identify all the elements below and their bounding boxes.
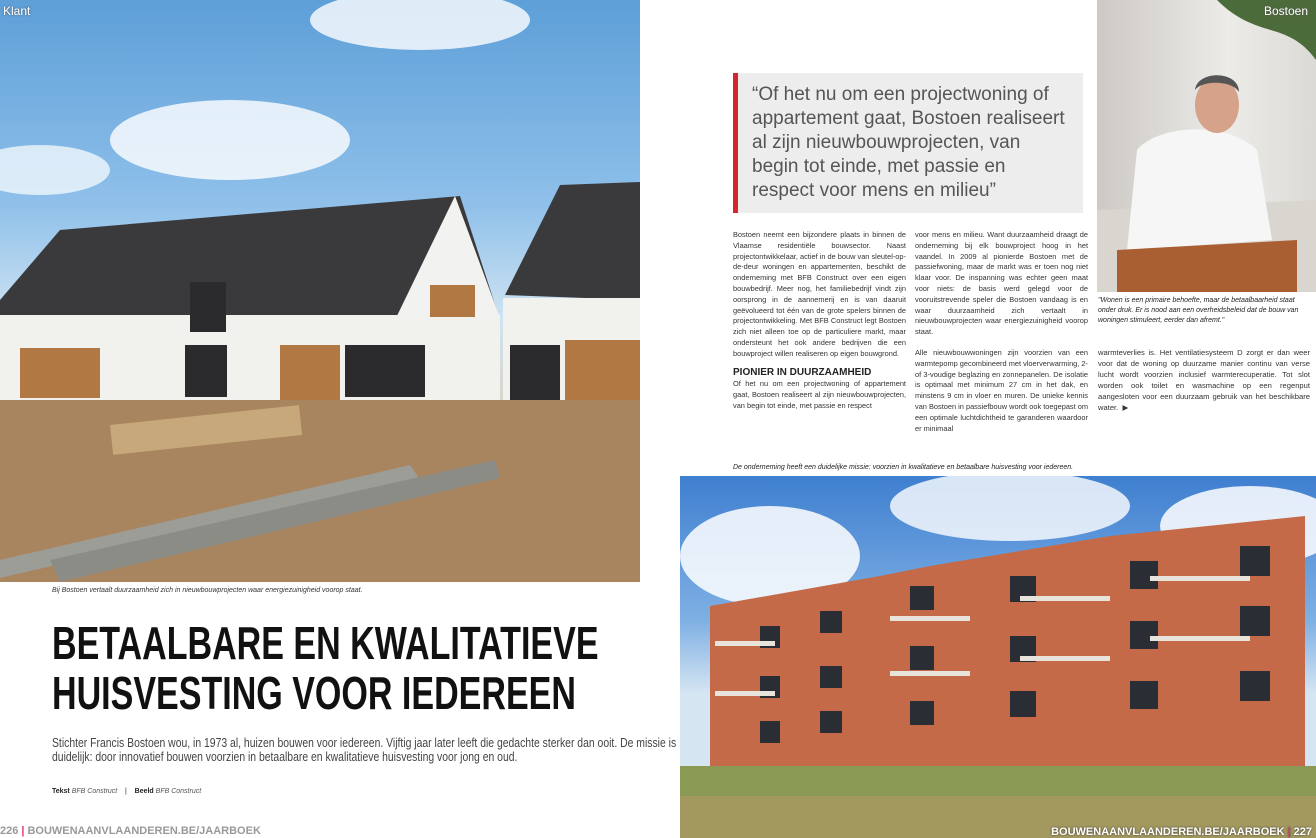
portrait-caption: "Wonen is een primaire behoefte, maar de betaalbaarheid staat onder druk. Er is nood aan een overheidsbeleid dat de bouw van woningen stimuleert, eerder dan afremt." [1098,297,1299,324]
credit-separator: | [125,788,127,795]
paragraph: Bostoen neemt een bijzondere plaats in binnen de Vlaamse residentiële bouwsector. Naast projectontwikkelaar, actief in de bouw van sleutel-op-de-deur woningen en appartementen, beschikt de onderneming met BFB Construct over een eigen bouwbedrijf. Meer nog, het familiebedrijf vindt zijn oorsprong in de aannemerij en is van daaruit geëvolueerd tot één van de grote spelers binnen de projectontwikkeling. Met BFB Construct legt Bostoen zich niet alleen toe op de particuliere markt, maar ondersteunt het ook andere bedrijven die een bouwproject willen realiseren op eigen bouwgrond. [733,230,906,358]
title-line-2: HUISVESTING VOOR IEDEREEN [52,667,576,719]
credit-text-value: BFB Construct [71,788,118,795]
houses-photo [0,0,640,582]
apartment-building-photo [680,476,1316,838]
portrait-photo [1097,0,1316,292]
footer-right: BOUWENAANVLAANDEREN.BE/JAARBOEK | 227 [1051,826,1312,838]
article-column-2 [915,230,1088,434]
credit-image-value: BFB Construct [155,788,202,795]
credit-image-label: Beeld [134,788,154,795]
section-label-bostoen: Bostoen [1263,4,1308,18]
paragraph: Alle nieuwbouwwoningen zijn voorzien van een warmtepomp gecombineerd met vloerverwarming, 2- of 3-voudige beglazing en zonnepanelen. De isolatie is optimaal met minimum 27 cm in het dak, en minstens 9 cm in vloer en muren. De unieke kennis van Bostoen in passiefbouw wordt ook toegepast om een optimale luchtdichtheid te garanderen waardoor er minimaal [915,347,1088,433]
footer-site: BOUWENAANVLAANDEREN.BE/JAARBOEK [1051,826,1285,838]
subheading: PIONIER IN DUURZAAMHEID [733,366,872,378]
page-number: 227 [1293,826,1312,838]
photo-caption: De onderneming heeft een duidelijke missie: voorzien in kwalitatieve en betaalbare huisvesting voor iedereen. [733,464,1074,471]
article-column-3 [1098,347,1310,413]
paragraph: warmteverlies is. Het ventilatiesysteem D zorgt er dan weer voor dat de woning op duurzame manier continu van verse lucht wordt voorzien inclusief warmterecuperatie. Tot slot worden ook toilet en wasmachine op een regenput aangesloten voor een duurzaam gebruik van het beschikbare water. [1098,348,1310,412]
page-number: 226 [0,825,19,837]
credit-text-label: Tekst [52,788,70,795]
paragraph: voor mens en milieu. Want duurzaamheid draagt de onderneming bij elk bouwproject hoog in het vaandel. In 2009 al pionierde Bostoen met de passiefwoning, maar de markt was er toen nog niet klaar voor. De inspanning was echter geen maat voor niets: de basis werd gelegd voor de vooruitstrevende speler die Bostoen vandaag is en waar duurzaamheid zich vertaalt in nieuwbouwprojecten waar energiezuinigheid voorop staat. [915,230,1088,337]
footer-site: BOUWENAANVLAANDEREN.BE/JAARBOEK [27,825,261,837]
section-label-klant: Klant [3,4,31,18]
credits [52,788,201,795]
photo-caption: Bij Bostoen vertaalt duurzaamheid zich in nieuwbouwprojecten waar energiezuinigheid voorop staat. [52,587,363,594]
article-column-1 [733,230,906,412]
title-line-1: BETAALBARE EN KWALITATIEVE [52,617,599,669]
footer-left: 226 | BOUWENAANVLAANDEREN.BE/JAARBOEK [0,825,261,837]
page-title [52,618,599,718]
pull-quote: “Of het nu om een projectwoning of appartement gaat, Bostoen realiseert al zijn nieuwbouwprojecten, van begin tot einde, met passie en respect voor mens en milieu” [733,73,1083,213]
paragraph: Of het nu om een projectwoning of appartement gaat, Bostoen realiseert al zijn nieuwbouwprojecten, van begin tot einde, met passie en respect [733,379,906,410]
intro-text: Stichter Francis Bostoen wou, in 1973 al, huizen bouwen voor iedereen. Vijftig jaar later leeft die gedachte sterker dan ooit. De missie is duidelijk: door innovatief bouwen voorzien in betaalbare en kwalitatieve huisvesting voor jong en oud. [52,735,677,764]
end-mark-icon: ▶ [1122,403,1129,412]
